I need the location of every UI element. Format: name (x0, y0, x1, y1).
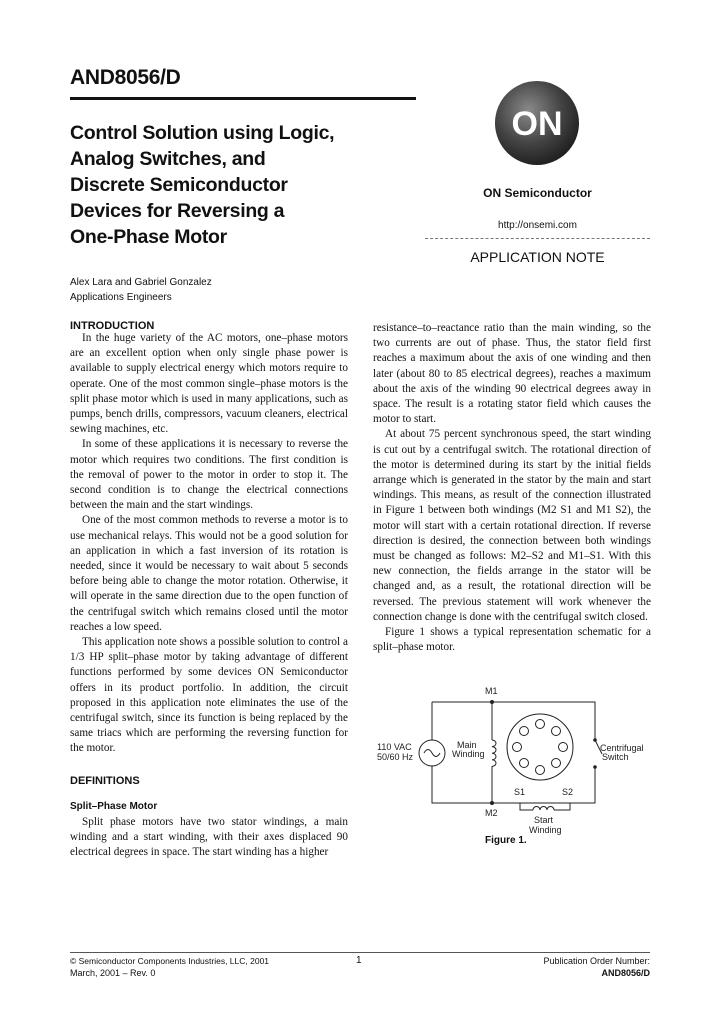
stator-pole (520, 727, 529, 736)
bottom-wire (432, 766, 595, 803)
title-line: Discrete Semiconductor (70, 174, 288, 196)
footer-rule (70, 952, 650, 953)
start-winding-label: Winding (529, 825, 562, 835)
main-winding-label: Main (457, 740, 477, 750)
doc-number: AND8056/D (70, 66, 181, 89)
title-line: Control Solution using Logic, (70, 122, 335, 144)
s1-label: S1 (514, 787, 526, 797)
authors (70, 275, 212, 305)
start-winding-lead-right (554, 803, 570, 810)
title-line: One-Phase Motor (70, 226, 227, 248)
start-winding-lead-left (520, 803, 533, 810)
company-name: ON Semiconductor (483, 186, 592, 200)
paragraph: Split phase motors have two stator windings, a main winding and a start winding, with their axes displaced 90 electrical degrees in space. The start winding has a higher (70, 816, 348, 859)
on-semi-logo (494, 80, 580, 166)
paragraph: resistance–to–reactance ratio than the main winding, so the two currents are out of phase. Thus, the stator field first reaches a maximum about the axis of one winding and then later (about 80 to 85 electrical degrees), reaches a maximum about the axis of the winding 90 electrical degrees away in space. The result is a rotating stator field which causes the motor to start. (373, 322, 651, 426)
logo-text: ON (511, 105, 563, 143)
switch-contact-bottom (593, 765, 597, 769)
figure-caption: Figure 1. (485, 835, 527, 846)
website-link[interactable]: http://onsemi.com (498, 220, 577, 231)
main-winding-coil (492, 740, 496, 766)
ac-source-wave (424, 750, 440, 757)
paragraph: In some of these applications it is necessary to reverse the motor which requires two conditions. The first condition is the removal of power to the motor in order to stop it. The second condition is to change the electrical connections between the main and the start windings. (70, 438, 348, 512)
author-role: Applications Engineers (70, 292, 172, 303)
introduction-text (70, 331, 348, 757)
doc-type: APPLICATION NOTE (470, 249, 605, 265)
m2-node (490, 801, 494, 805)
split-phase-subheading: Split–Phase Motor (70, 801, 158, 812)
m1-node (490, 700, 494, 704)
footer-copyright: © Semiconductor Components Industries, LLC, 2001 (70, 956, 270, 966)
header-rule (70, 97, 416, 100)
stator-pole (520, 759, 529, 768)
m2-label: M2 (485, 808, 498, 818)
switch-contact-top (593, 738, 597, 742)
stator-pole (552, 759, 561, 768)
stator-pole (513, 743, 522, 752)
stator-pole (559, 743, 568, 752)
page-number: 1 (356, 955, 362, 966)
source-voltage-label: 110 VAC (377, 742, 412, 752)
start-winding-coil (533, 807, 554, 811)
start-winding-label: Start (534, 815, 554, 825)
centrifugal-switch-label: Switch (602, 752, 629, 762)
stator-pole (536, 720, 545, 729)
main-winding-label: Winding (452, 749, 485, 759)
split-phase-motor-schematic (377, 682, 650, 842)
paragraph: One of the most common methods to reverse a motor is to use mechanical relays. This would not be a good solution for an application in which a fast inversion of its rotation is needed, since it would be necessary to wait about 5 seconds before being able to change the motor rotation. Otherwise, it will operate in the same direction due to the open function of the centrifugal switch which remains closed until the motor reaches a low speed. (70, 514, 348, 633)
node-dots (490, 700, 597, 805)
title-line: Analog Switches, and (70, 148, 266, 170)
column-two-text (373, 321, 651, 655)
paragraph: In the huge variety of the AC motors, one–phase motors are an excellent option when only single phase power is available to supply electrical energy which motors require to operate. One of the most common single–phase motors is the split phase motor which is used in many applications, such as pumps, bench drills, compressors, vacuum cleaners, electrical sewing machines, etc. (70, 332, 348, 436)
definitions-heading: DEFINITIONS (70, 775, 140, 787)
paragraph: This application note shows a possible solution to control a 1/3 HP split–phase motor by taking advantage of different functions performed by some devices ON Semiconductor offers in its product portfolio. In addition, the circuit proposed in this application note eliminates the use of the centrifugal switch, since its function is being replaced by the same triacs which are performing the reversing function for the motor. (70, 636, 348, 755)
title-line: Devices for Reversing a (70, 200, 285, 222)
stator-pole (536, 766, 545, 775)
header-divider (425, 238, 650, 239)
page-title (70, 120, 410, 250)
paragraph: Figure 1 shows a typical representation schematic for a split–phase motor. (373, 626, 651, 654)
stator-pole (552, 727, 561, 736)
paragraph: At about 75 percent synchronous speed, the start winding is cut out by a centrifugal switch. The rotational direction of the motor is determined during its start by the initial fields arrange which is generated in the stator by the main and start windings. This means, as result of the connection illustrated in Figure 1 between both windings (M2 S1 and M1 S2), the motor will start with a certain rotational direction. If reverse direction is desired, the connection between both windings must be changed as follows: M2–S2 and M1–S1. With this new connection, the fields arrange in the stator will be changed and, as a result, the rotational direction will be reversed. The previous statement will work whenever the connection change is done with the centrifugal switch closed. (373, 428, 651, 623)
m1-label: M1 (485, 686, 498, 696)
introduction-heading: INTRODUCTION (70, 320, 155, 332)
definitions-text (70, 815, 348, 861)
publication-number: AND8056/D (601, 968, 650, 978)
source-frequency-label: 50/60 Hz (377, 752, 414, 762)
publication-label: Publication Order Number: (543, 956, 650, 966)
author-names: Alex Lara and Gabriel Gonzalez (70, 277, 212, 288)
s2-label: S2 (562, 787, 574, 797)
footer-date: March, 2001 – Rev. 0 (70, 968, 156, 978)
centrifugal-switch-label: Centrifugal (600, 743, 644, 753)
stator-poles (513, 720, 568, 775)
